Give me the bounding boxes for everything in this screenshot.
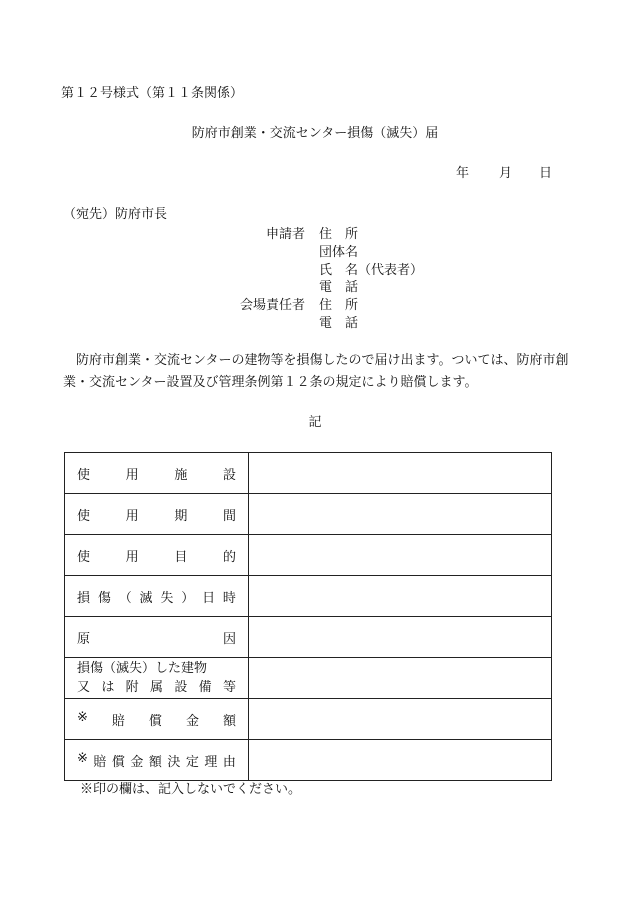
table-row-label <box>65 535 249 576</box>
table-row-value[interactable] <box>249 535 552 576</box>
table-row-value[interactable] <box>249 740 552 781</box>
label-char: ※ <box>77 709 88 725</box>
label-char: 因 <box>222 631 236 647</box>
table-row <box>65 453 552 494</box>
label-char: 償 <box>111 754 125 770</box>
label-char: 原 <box>77 631 91 647</box>
table-row-value[interactable] <box>249 699 552 740</box>
applicant-address-label: 住 所 <box>319 227 359 242</box>
label-char: 間 <box>222 508 236 524</box>
label-char: 額 <box>222 713 236 729</box>
table-row-label <box>65 576 249 617</box>
form-number: 第１２号様式（第１１条関係） <box>61 86 244 101</box>
table-row <box>65 740 552 781</box>
label-char: 決 <box>167 754 181 770</box>
label-char: は <box>101 680 115 695</box>
label-char: 用 <box>125 549 139 565</box>
date-year-label: 年 <box>456 166 470 181</box>
label-char: 使 <box>77 508 91 524</box>
detail-table <box>64 452 552 781</box>
date-month-label: 月 <box>499 166 513 181</box>
footnote: ※印の欄は、記入しないでください。 <box>80 782 302 797</box>
label-char: 賠 <box>111 713 125 729</box>
table-row <box>65 535 552 576</box>
table-row-label <box>65 494 249 535</box>
label-line-1: 損傷（滅失）した建物 <box>77 661 208 676</box>
label-char: 備 <box>198 680 212 695</box>
label-char: 用 <box>125 467 139 483</box>
table-row-value[interactable] <box>249 617 552 658</box>
label-char: 的 <box>222 549 236 565</box>
table-row <box>65 658 552 699</box>
table-row <box>65 494 552 535</box>
label-char: 属 <box>149 680 163 695</box>
table-row-value[interactable] <box>249 494 552 535</box>
table-row-value[interactable] <box>249 658 552 699</box>
venue-manager-role-label: 会場責任者 <box>239 298 305 313</box>
table-row <box>65 576 552 617</box>
ki-heading: 記 <box>308 415 322 430</box>
table-row-label <box>65 740 249 781</box>
table-row-value[interactable] <box>249 576 552 617</box>
table-row-label <box>65 699 249 740</box>
table-row-value[interactable] <box>249 453 552 494</box>
label-char: 滅 <box>139 590 153 606</box>
document-title: 防府市創業・交流センター損傷（滅失）届 <box>191 126 439 141</box>
label-char: 日 <box>202 590 216 606</box>
label-char: 用 <box>125 508 139 524</box>
label-char: 設 <box>222 467 236 483</box>
label-char: 理 <box>204 754 218 770</box>
label-char: 目 <box>174 549 188 565</box>
label-char: 時 <box>222 590 236 606</box>
label-char: 設 <box>174 680 188 695</box>
label-char: 由 <box>222 754 236 770</box>
label-char: 使 <box>77 549 91 565</box>
table-row <box>65 617 552 658</box>
applicant-group-label: 団体名 <box>319 245 359 260</box>
label-char: ） <box>181 590 195 606</box>
body-paragraph <box>63 350 583 394</box>
applicant-name-label: 氏 名（代表者） <box>319 263 424 278</box>
table-row-label <box>65 658 249 699</box>
label-char: 額 <box>148 754 162 770</box>
body-text: 防府市創業・交流センターの建物等を損傷したので届け出ます。ついては、防府市創業・交流センター設置及び管理条例第１２条の規定により賠償します。 <box>63 353 569 390</box>
label-char: 期 <box>174 508 188 524</box>
table-row-label <box>65 617 249 658</box>
applicant-tel-label: 電 話 <box>319 280 359 295</box>
label-char: 金 <box>185 713 199 729</box>
label-char: ※ <box>77 750 88 766</box>
label-char: 又 <box>77 680 91 695</box>
applicant-role-label: 申請者 <box>265 227 305 242</box>
label-char: 金 <box>130 754 144 770</box>
label-char: 失 <box>160 590 174 606</box>
table-row-label <box>65 453 249 494</box>
label-char: 使 <box>77 467 91 483</box>
label-char: 傷 <box>97 590 111 606</box>
addressee: （宛先）防府市長 <box>63 207 168 222</box>
venue-manager-address-label: 住 所 <box>319 298 359 313</box>
table-row <box>65 699 552 740</box>
label-char: 附 <box>125 680 139 695</box>
date-day-label: 日 <box>539 166 553 181</box>
label-char: 賠 <box>93 754 107 770</box>
label-char: 損 <box>77 590 91 606</box>
label-char: 等 <box>222 680 236 695</box>
label-char: （ <box>118 590 132 606</box>
label-char: 定 <box>185 754 199 770</box>
venue-manager-tel-label: 電 話 <box>319 316 359 331</box>
label-char: 償 <box>148 713 162 729</box>
label-char: 施 <box>174 467 188 483</box>
